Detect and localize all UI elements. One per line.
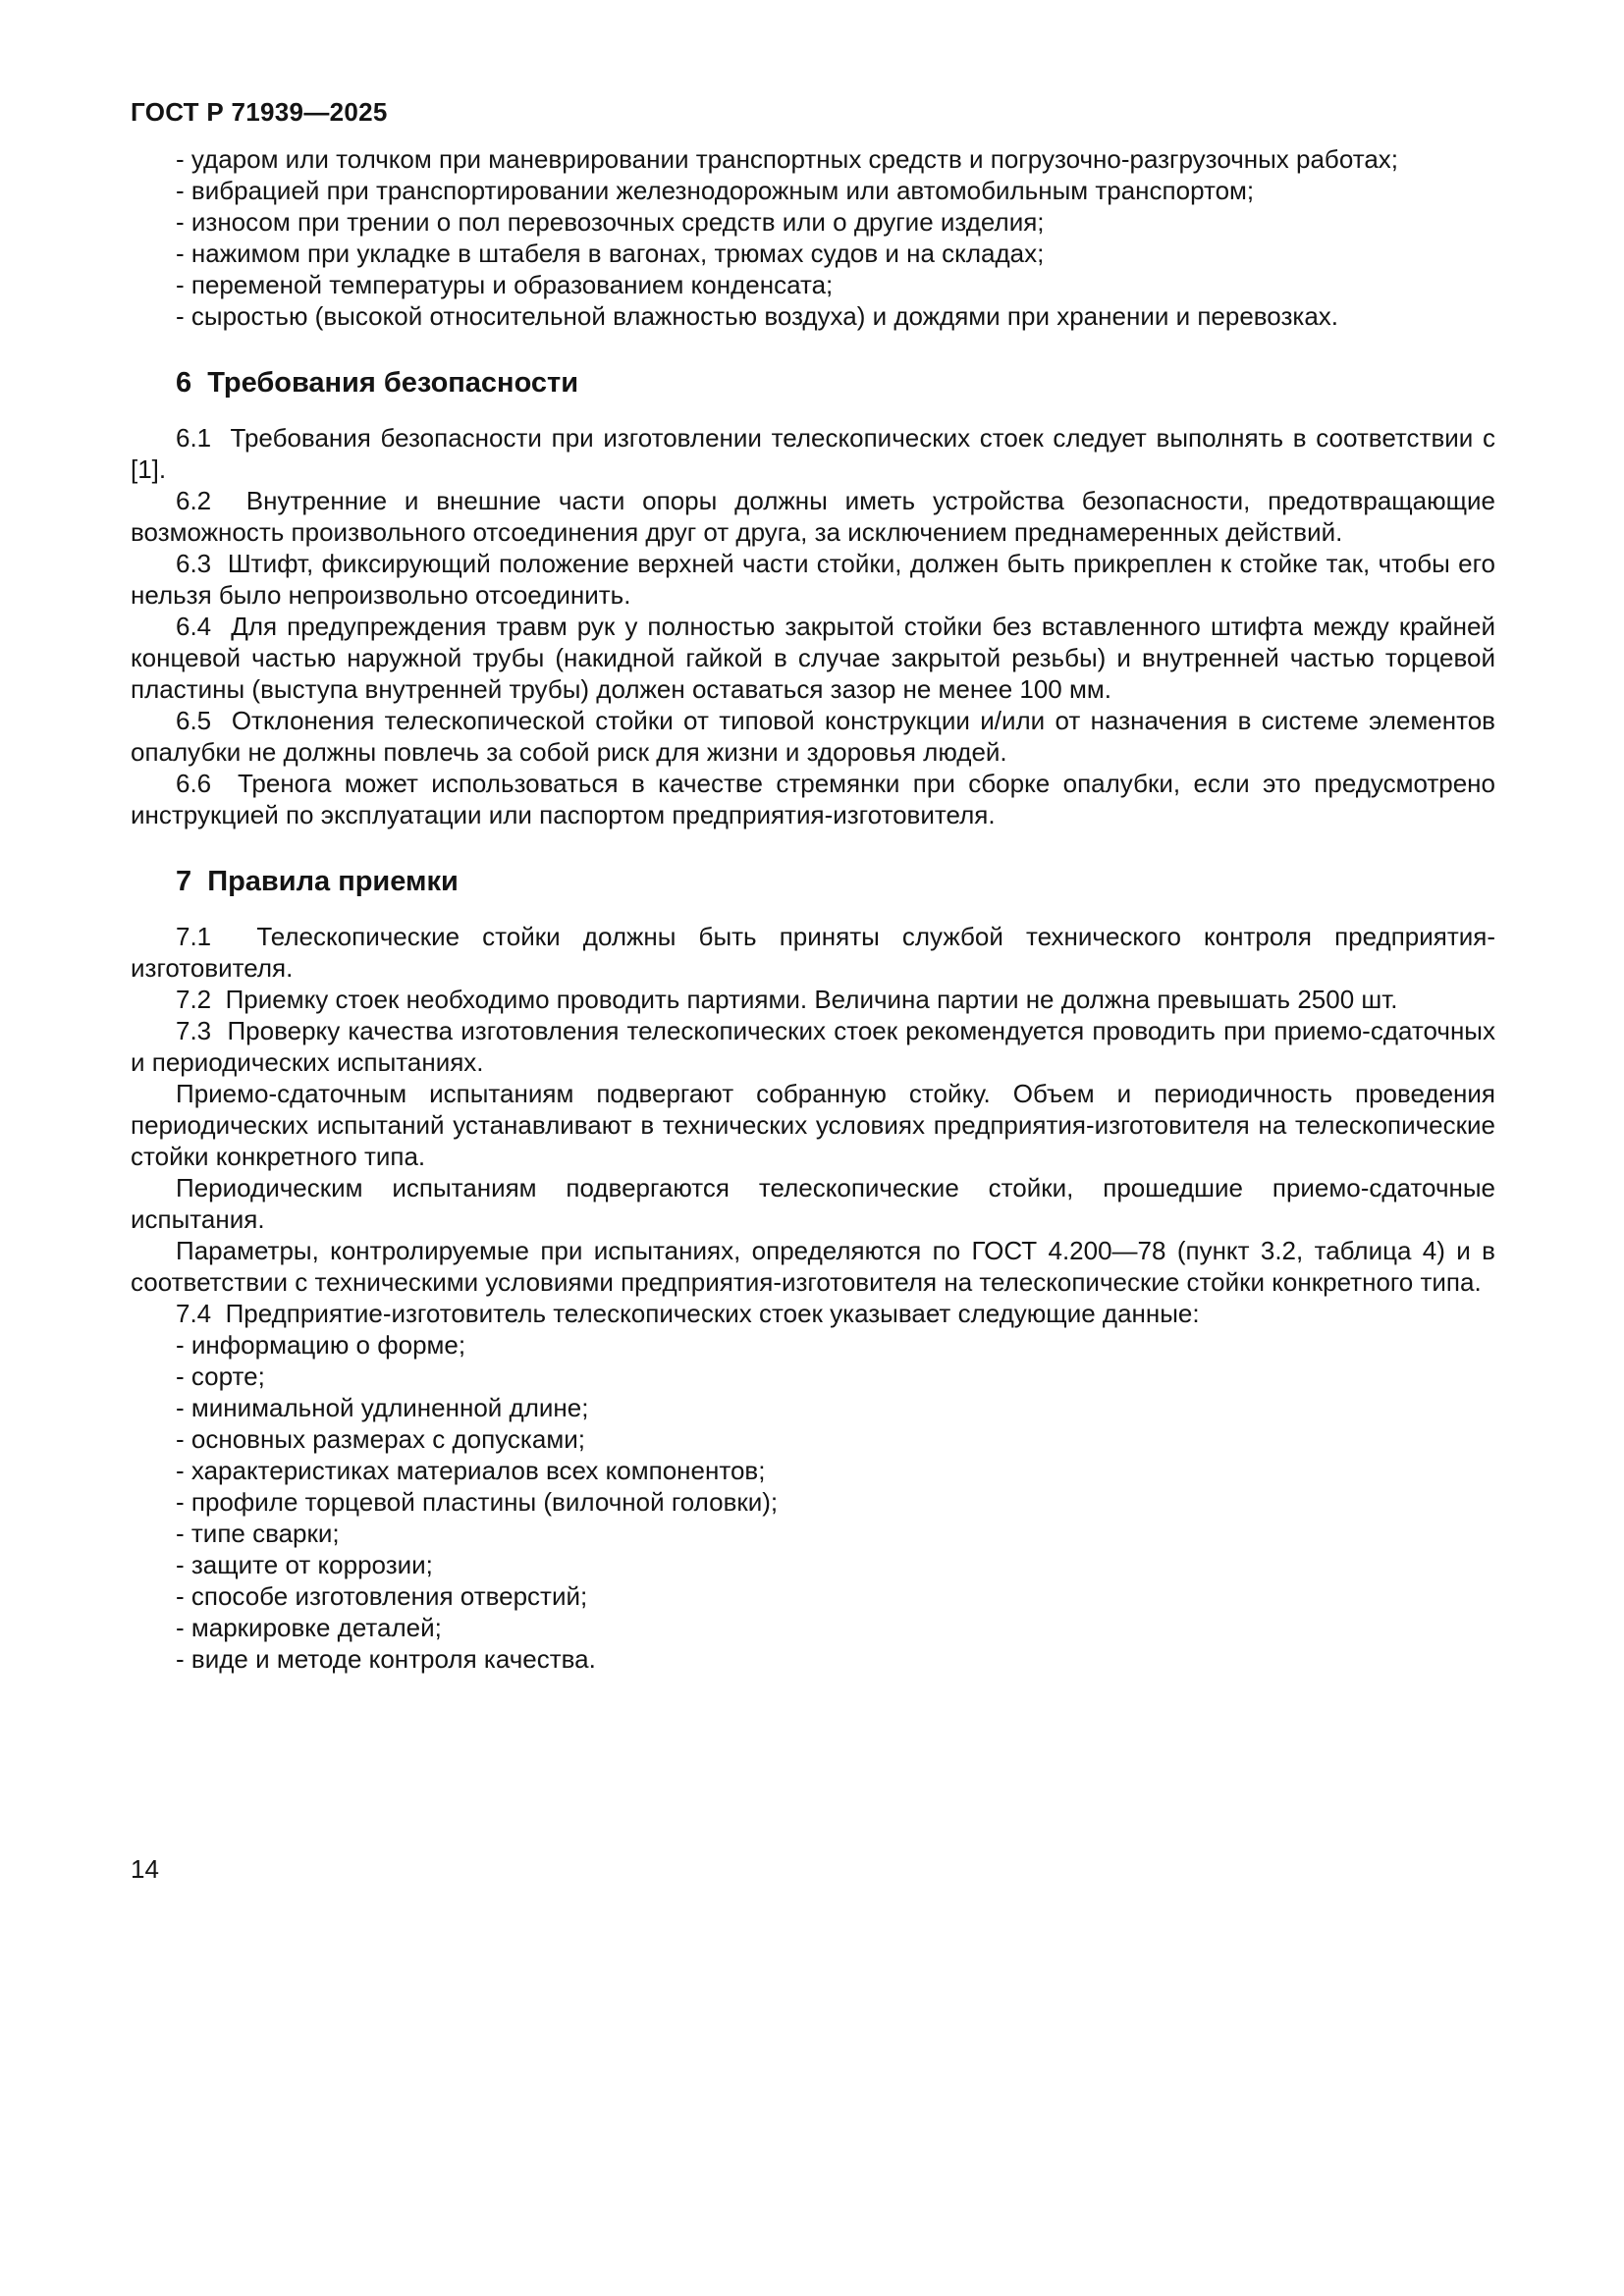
list-item: - основных размерах с допусками; [176, 1424, 585, 1454]
paragraph-6-5: 6.5 Отклонения телескопической стойки от типовой конструкции и/или от назначения в системе элементов опалубки не должны повлечь за собой риск для жизни и здоровья людей. [131, 706, 1495, 767]
paragraph-7-2: 7.2 Приемку стоек необходимо проводить партиями. Величина партии не должна превышать 2500 шт. [176, 985, 1398, 1014]
manufacturer-data-list [131, 1329, 1495, 1675]
section-7-acceptance-rules [131, 864, 1495, 1675]
list-item: - способе изготовления отверстий; [176, 1581, 588, 1611]
list-item: - характеристиках материалов всех компонентов; [176, 1456, 766, 1485]
section-6-heading: 6 Требования безопасности [176, 367, 579, 399]
list-item: - переменой температуры и образованием конденсата; [176, 270, 834, 299]
paragraph: Периодическим испытаниям подвергаются телескопические стойки, прошедшие приемо-сдаточные испытания. [131, 1173, 1495, 1234]
list-item: - маркировке деталей; [176, 1613, 442, 1642]
list-item: - вибрацией при транспортировании железнодорожным или автомобильным транспортом; [176, 176, 1255, 205]
list-item: - защите от коррозии; [176, 1550, 433, 1579]
list-item: - виде и методе контроля качества. [176, 1644, 596, 1674]
list-item: - типе сварки; [176, 1519, 340, 1548]
list-item: - профиле торцевой пластины (вилочной головки); [176, 1487, 779, 1517]
paragraph-7-3: 7.3 Проверку качества изготовления телескопических стоек рекомендуется проводить при приемо-сдаточных и периодических испытаниях. [131, 1016, 1495, 1077]
list-item: - информацию о форме; [176, 1330, 466, 1360]
paragraph-6-2: 6.2 Внутренние и внешние части опоры должны иметь устройства безопасности, предотвращающие возможность произвольного отсоединения друг от друга, за исключением преднамеренных действий. [131, 486, 1495, 547]
document-body [131, 143, 1495, 1675]
intro-damage-list [131, 143, 1495, 332]
list-item: - сорте; [176, 1362, 265, 1391]
document-header [131, 96, 388, 128]
paragraph: Приемо-сдаточным испытаниям подвергают собранную стойку. Объем и периодичность проведения периодических испытаний устанавливают в технических условиях предприятия-изготовителя на телескопические стойки конкретного типа. [131, 1079, 1495, 1171]
doc-designation: ГОСТ Р 71939—2025 [131, 97, 388, 127]
paragraph-7-1: 7.1 Телескопические стойки должны быть приняты службой технического контроля предприятия-изготовителя. [131, 922, 1495, 983]
list-item: - ударом или толчком при маневрировании транспортных средств и погрузочно-разгрузочных работах; [176, 144, 1399, 174]
paragraph-7-4: 7.4 Предприятие-изготовитель телескопических стоек указывает следующие данные: [176, 1299, 1200, 1328]
paragraph: Параметры, контролируемые при испытаниях, определяются по ГОСТ 4.200—78 (пункт 3.2, таблица 4) и в соответствии с техническими условиями предприятия-изготовителя на телескопические стойки конкретного типа. [131, 1236, 1495, 1297]
section-6-safety-requirements [131, 365, 1495, 830]
paragraph-6-6: 6.6 Тренога может использоваться в качестве стремянки при сборке опалубки, если это предусмотрено инструкцией по эксплуатации или паспортом предприятия-изготовителя. [131, 769, 1495, 829]
list-item: - нажимом при укладке в штабеля в вагонах, трюмах судов и на складах; [176, 239, 1045, 268]
list-item: - сыростью (высокой относительной влажностью воздуха) и дождями при хранении и перевозках. [176, 301, 1339, 331]
paragraph-6-3: 6.3 Штифт, фиксирующий положение верхней части стойки, должен быть прикреплен к стойке так, чтобы его нельзя было непроизвольно отсоединить. [131, 549, 1495, 610]
section-7-heading: 7 Правила приемки [176, 866, 459, 897]
list-item: - минимальной удлиненной длине; [176, 1393, 589, 1422]
page-number: 14 [131, 1854, 159, 1884]
paragraph-6-1: 6.1 Требования безопасности при изготовлении телескопических стоек следует выполнять в соответствии с [1]. [131, 423, 1495, 484]
list-item: - износом при трении о пол перевозочных средств или о другие изделия; [176, 207, 1045, 237]
document-footer [131, 1853, 159, 1885]
paragraph-6-4: 6.4 Для предупреждения травм рук у полностью закрытой стойки без вставленного штифта между крайней концевой частью наружной трубы (накидной гайкой в случае закрытой резьбы) и внутренней частью торцевой пластины (выступа внутренней трубы) должен оставаться зазор не менее 100 мм. [131, 612, 1495, 704]
